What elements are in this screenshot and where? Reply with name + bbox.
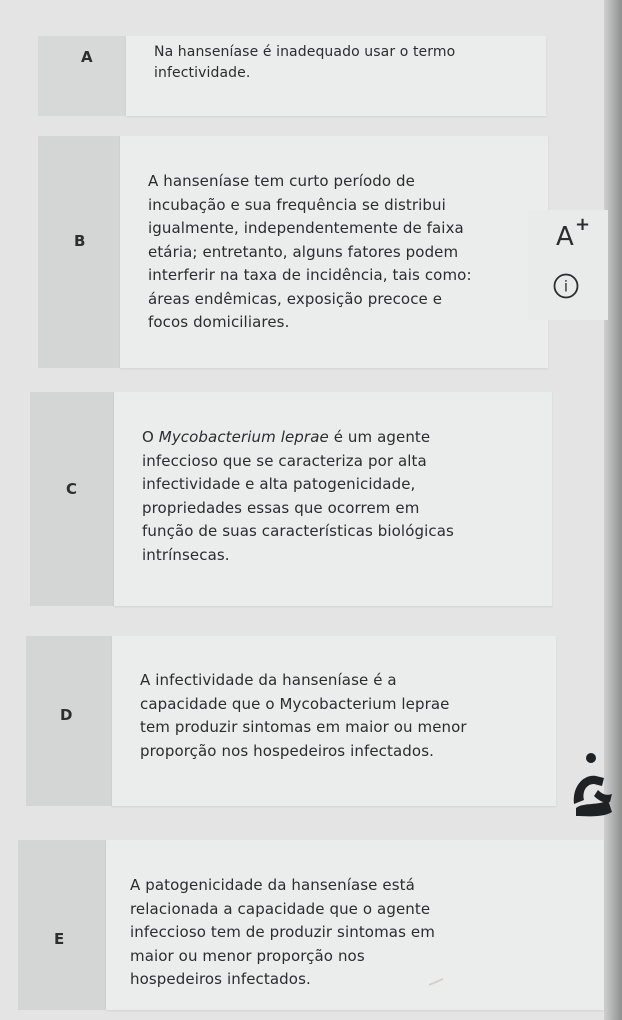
option-letter-cell: [26, 636, 112, 806]
option-letter-cell: [38, 136, 120, 368]
accessibility-icon[interactable]: [562, 750, 618, 822]
option-text-line: hospedeiros infectados.: [130, 970, 311, 988]
option-text-line: propriedades essas que ocorrem em: [142, 498, 420, 517]
option-letter: C: [66, 480, 78, 498]
answer-option-d[interactable]: [26, 636, 556, 806]
option-text-line: capacidade que o Mycobacterium leprae: [140, 694, 450, 713]
info-icon[interactable]: [552, 272, 580, 300]
option-text-line: tem produzir sintomas em maior ou menor: [140, 718, 467, 736]
option-text-line: A hanseníase tem curto período de: [148, 172, 415, 190]
option-text-line: maior ou menor proporção nos: [130, 946, 365, 965]
option-text-line: interferir na taxa de incidência, tais como:: [148, 266, 472, 284]
option-text: [154, 42, 455, 84]
answer-option-a[interactable]: [38, 36, 546, 116]
option-text-suffix: é um agente: [328, 428, 431, 446]
window-edge: [604, 0, 622, 1020]
option-letter: E: [54, 930, 65, 948]
option-text-line: função de suas características biológicas: [142, 522, 454, 540]
pen-mark: [428, 978, 444, 986]
font-size-increase-icon[interactable]: [556, 214, 600, 256]
option-letter: B: [74, 232, 86, 250]
option-text-prefix: O: [142, 428, 159, 446]
option-letter: A: [81, 48, 93, 66]
font-size-letter: A: [556, 222, 574, 252]
option-text-line: igualmente, independentemente de faixa: [148, 219, 464, 237]
option-text-line: relacionada a capacidade que o agente: [130, 899, 431, 918]
option-text: [142, 426, 454, 567]
side-toolbar: [528, 210, 608, 320]
answer-option-c[interactable]: [30, 392, 552, 606]
info-glyph: i: [563, 277, 569, 296]
option-text-line: infectividade.: [154, 65, 251, 81]
option-text-line: intrínsecas.: [142, 545, 230, 564]
option-text-line: etária; entretanto, alguns fatores podem: [148, 242, 459, 261]
option-text-line: A infectividade da hanseníase é a: [140, 671, 397, 689]
option-text-line: A patogenicidade da hanseníase está: [130, 876, 415, 894]
option-letter: D: [60, 706, 73, 724]
option-text-line: infeccioso tem de produzir sintomas em: [130, 923, 435, 941]
option-text: [140, 669, 467, 763]
option-letter-cell: [38, 36, 126, 116]
option-text-line: [142, 426, 454, 450]
font-size-plus: +: [575, 214, 591, 235]
option-letter-cell: [30, 392, 114, 606]
answer-option-b[interactable]: [38, 136, 548, 368]
option-text-line: proporção nos hospedeiros infectados.: [140, 741, 434, 760]
option-text-line: incubação e sua frequência se distribui: [148, 195, 446, 214]
option-text-line: focos domiciliares.: [148, 313, 290, 331]
option-text-line: Na hanseníase é inadequado usar o termo: [154, 44, 456, 60]
species-name: Mycobacterium leprae: [158, 428, 329, 446]
option-text: [148, 170, 472, 335]
option-text-line: áreas endêmicas, exposição precoce e: [148, 289, 443, 308]
option-text-line: infectividade e alta patogenicidade,: [142, 475, 416, 493]
option-letter-cell: [18, 840, 106, 1010]
answer-option-e[interactable]: [18, 840, 604, 1010]
option-text: [130, 874, 435, 992]
option-text-line: infeccioso que se caracteriza por alta: [142, 451, 427, 470]
